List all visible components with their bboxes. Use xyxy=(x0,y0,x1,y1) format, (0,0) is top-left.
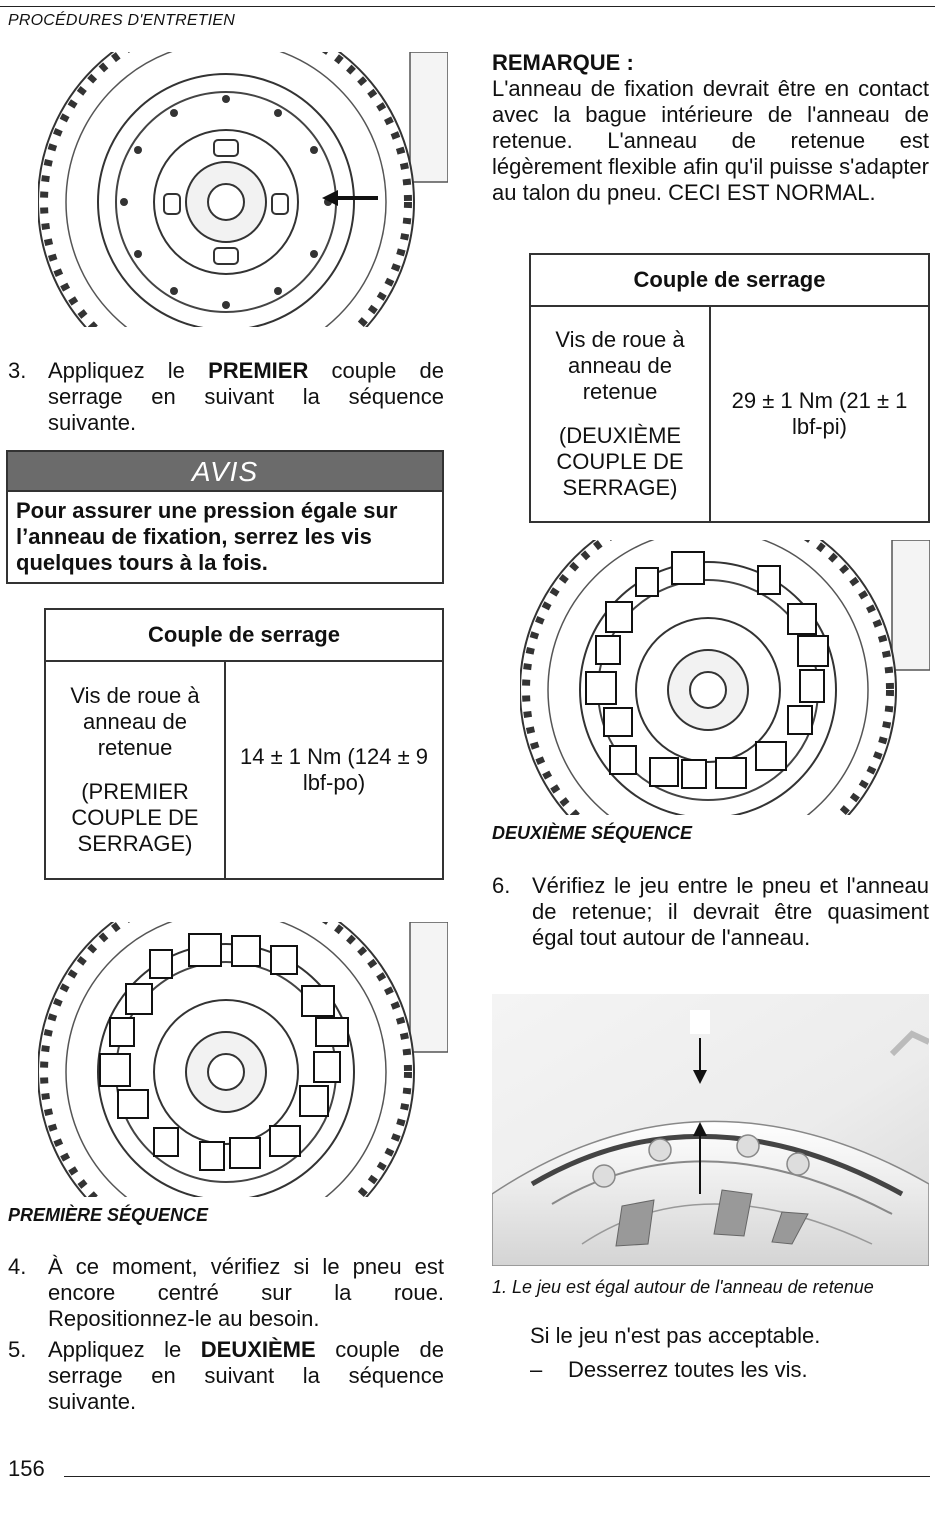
step-number: 3. xyxy=(8,358,27,383)
page-number: 156 xyxy=(8,1456,45,1481)
avis-title: AVIS xyxy=(8,452,442,492)
table-value-cell: 29 ± 1 Nm (21 ± 1 lbf-pi) xyxy=(710,306,929,522)
dash-bullet: – xyxy=(530,1357,543,1382)
figure-caption-second-sequence: DEUXIÈME SÉQUENCE xyxy=(492,823,693,843)
table-header: Couple de serrage xyxy=(45,609,443,661)
step-number: 4. xyxy=(8,1254,27,1279)
figure-caption-first-sequence: PREMIÈRE SÉQUENCE xyxy=(8,1205,209,1225)
figure-legend-item: 1. Le jeu est égal autour de l'anneau de retenue xyxy=(492,1277,874,1297)
header-rule xyxy=(0,6,935,7)
torque-table-1 xyxy=(44,608,444,880)
emphasis: DEUXIÈME xyxy=(200,1337,316,1362)
emphasis: PREMIER xyxy=(208,358,309,383)
step-5: 5. Appliquez le DEUXIÈME couple de serrage en suivant la séquence suivante. xyxy=(8,1337,444,1414)
gap-illustration xyxy=(492,994,929,1266)
note-title: REMARQUE : xyxy=(492,50,634,75)
wheel-first-sequence-figure xyxy=(38,922,448,1197)
step-text: Vérifiez le jeu entre le pneu et l'anneau de retenue; il devrait être quasiment égal tout autour de l'anneau. xyxy=(532,873,929,950)
table-header: Couple de serrage xyxy=(530,254,929,306)
step-4 xyxy=(8,1254,444,1332)
table-item-cell: Vis de roue à anneau de retenue (PREMIER COUPLE DE SERRAGE) xyxy=(45,661,225,879)
action-item: Desserrez toutes les vis. xyxy=(568,1357,808,1382)
avis-text: Pour assurer une pression égale sur l’anneau de fixation, serrez les vis quelques tours à la fois. xyxy=(16,498,398,575)
torque-table-2 xyxy=(529,253,930,523)
section-title: PROCÉDURES D'ENTRETIEN xyxy=(8,12,236,29)
callout-label-box xyxy=(690,1010,710,1034)
table-value-cell: 14 ± 1 Nm (124 ± 9 lbf-po) xyxy=(225,661,443,879)
if-condition-text: Si le jeu n'est pas acceptable. xyxy=(530,1323,821,1348)
wheel-second-sequence-figure xyxy=(520,540,930,815)
step-3: 3. Appliquez le PREMIER couple de serrage en suivant la séquence suivante. xyxy=(8,358,444,435)
note-text: L'anneau de fixation devrait être en contact avec la bague intérieure de l'anneau de retenue. L'anneau de retenue est légèrement flexible afin qu'il puisse s'adapter au talon du pneu. CECI EST NORMAL. xyxy=(492,76,929,205)
wheel-arrow-figure xyxy=(38,52,448,327)
step-number: 6. xyxy=(492,873,511,898)
table-item-cell: Vis de roue à anneau de retenue (DEUXIÈME COUPLE DE SERRAGE) xyxy=(530,306,710,522)
step-number: 5. xyxy=(8,1337,27,1362)
step-6 xyxy=(492,873,929,951)
step-text: À ce moment, vérifiez si le pneu est encore centré sur la roue. Repositionnez-le au besoin. xyxy=(48,1254,444,1331)
footer-rule xyxy=(64,1476,930,1477)
avis-box xyxy=(6,450,444,584)
